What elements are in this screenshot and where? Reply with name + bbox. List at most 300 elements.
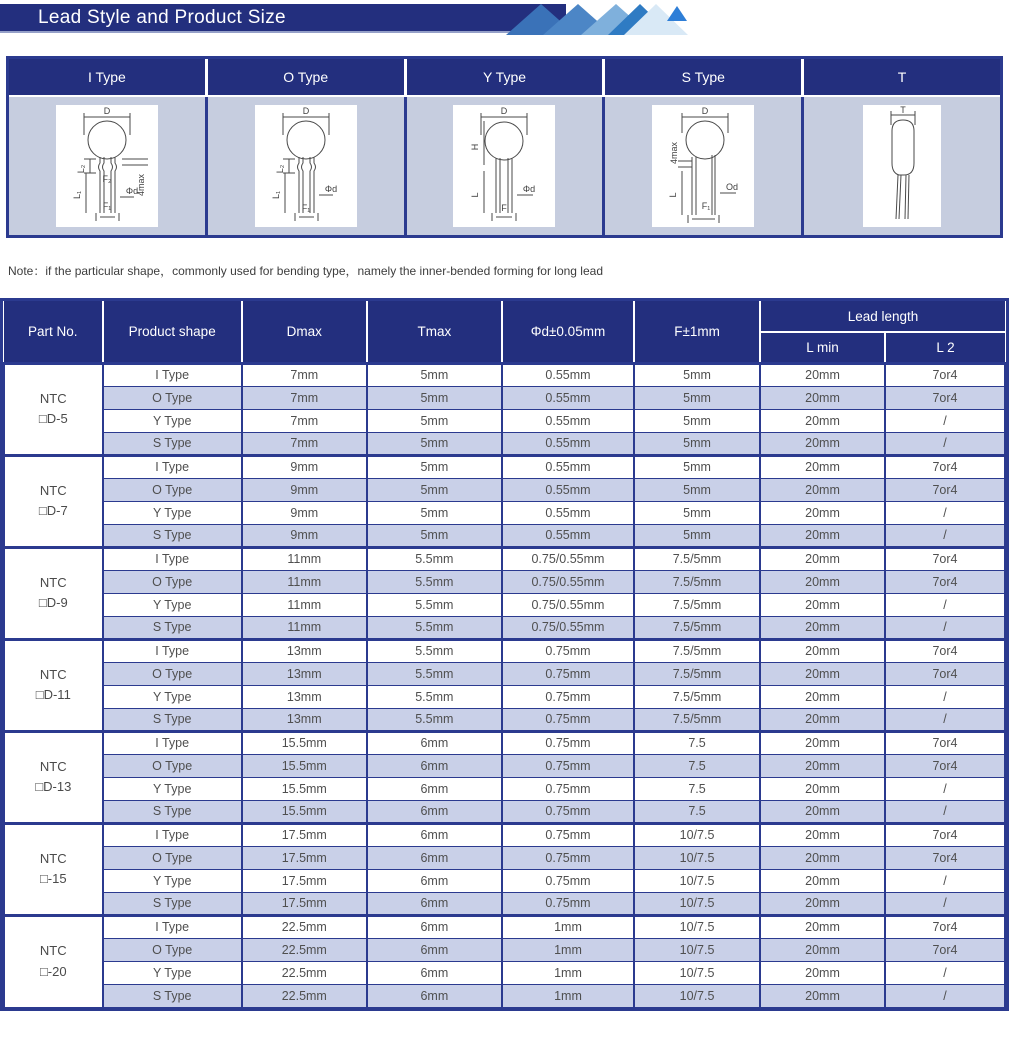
f-cell: 7.5: [634, 731, 760, 754]
svg-text:L: L: [668, 192, 679, 198]
f-cell: 7.5/5mm: [634, 685, 760, 708]
part-no-line: □-15: [39, 871, 67, 886]
l2-cell: /: [885, 984, 1005, 1007]
lmin-cell: 20mm: [760, 892, 885, 915]
svg-text:L₂: L₂: [75, 164, 86, 174]
tmax-cell: 6mm: [367, 846, 502, 869]
svg-text:H: H: [470, 143, 481, 151]
dmax-cell: 7mm: [242, 409, 367, 432]
svg-text:4max: 4max: [669, 141, 680, 165]
phid-cell: 0.75mm: [502, 800, 634, 823]
o-type-diagram-icon: [255, 105, 357, 227]
l2-cell: /: [885, 869, 1005, 892]
tmax-cell: 5.5mm: [367, 616, 502, 639]
table-row: [4, 455, 1005, 478]
diagram-cell-i: [9, 97, 205, 235]
product-size-table-body: [4, 363, 1005, 1007]
shape-cell: O Type: [103, 662, 242, 685]
shape-cell: I Type: [103, 915, 242, 938]
l2-cell: 7or4: [885, 662, 1005, 685]
dmax-cell: 13mm: [242, 662, 367, 685]
table-row: [4, 938, 1005, 961]
svg-text:F₁: F₁: [102, 201, 112, 211]
svg-text:D: D: [103, 106, 111, 116]
type-header-i: I Type: [9, 59, 205, 95]
l2-cell: 7or4: [885, 455, 1005, 478]
shape-cell: Y Type: [103, 869, 242, 892]
lmin-cell: 20mm: [760, 478, 885, 501]
table-row: [4, 777, 1005, 800]
l2-cell: 7or4: [885, 731, 1005, 754]
dmax-cell: 15.5mm: [242, 800, 367, 823]
l2-cell: /: [885, 593, 1005, 616]
lmin-cell: 20mm: [760, 524, 885, 547]
lead-style-header-row: [9, 59, 1000, 95]
header-product-shape: Product shape: [103, 301, 242, 363]
header-part-no: Part No.: [4, 301, 103, 363]
svg-text:Od: Od: [726, 182, 739, 192]
phid-cell: 0.75mm: [502, 892, 634, 915]
lmin-cell: 20mm: [760, 501, 885, 524]
f-cell: 7.5/5mm: [634, 570, 760, 593]
table-row: [4, 547, 1005, 570]
note-text: Note：if the particular shape，commonly used for bending type，namely the inner-bended forming for long lead: [8, 264, 603, 278]
phid-cell: 0.55mm: [502, 455, 634, 478]
dmax-cell: 11mm: [242, 570, 367, 593]
table-row: [4, 662, 1005, 685]
tmax-cell: 5.5mm: [367, 662, 502, 685]
tmax-cell: 5mm: [367, 432, 502, 455]
phid-cell: 0.75mm: [502, 731, 634, 754]
shape-cell: O Type: [103, 478, 242, 501]
l2-cell: /: [885, 432, 1005, 455]
dmax-cell: 11mm: [242, 616, 367, 639]
f-cell: 10/7.5: [634, 984, 760, 1007]
type-header-s: S Type: [605, 59, 801, 95]
dmax-cell: 22.5mm: [242, 915, 367, 938]
phid-cell: 0.75mm: [502, 708, 634, 731]
phid-cell: 0.75mm: [502, 639, 634, 662]
part-no-cell: [4, 547, 103, 639]
shape-cell: Y Type: [103, 501, 242, 524]
table-row: [4, 823, 1005, 846]
f-cell: 7.5/5mm: [634, 662, 760, 685]
shape-cell: Y Type: [103, 685, 242, 708]
page-title: Lead Style and Product Size: [38, 7, 286, 28]
page-header: [0, 4, 1009, 33]
l2-cell: /: [885, 685, 1005, 708]
l2-cell: 7or4: [885, 363, 1005, 386]
phid-cell: 0.55mm: [502, 363, 634, 386]
header-l2: L 2: [885, 332, 1005, 363]
shape-cell: I Type: [103, 731, 242, 754]
lmin-cell: 20mm: [760, 685, 885, 708]
f-cell: 7.5/5mm: [634, 616, 760, 639]
dmax-cell: 17.5mm: [242, 892, 367, 915]
phid-cell: 0.55mm: [502, 478, 634, 501]
f-cell: 7.5/5mm: [634, 547, 760, 570]
product-size-table: [3, 301, 1006, 1008]
s-type-diagram-icon: [652, 105, 754, 227]
part-no-line: NTC: [39, 943, 67, 959]
dmax-cell: 11mm: [242, 593, 367, 616]
f-cell: 7.5: [634, 777, 760, 800]
l2-cell: 7or4: [885, 823, 1005, 846]
lmin-cell: 20mm: [760, 570, 885, 593]
l2-cell: /: [885, 892, 1005, 915]
header-phid: Φd±0.05mm: [502, 301, 634, 363]
part-no-cell: [4, 363, 103, 455]
shape-cell: Y Type: [103, 777, 242, 800]
lmin-cell: 20mm: [760, 731, 885, 754]
part-no-line: NTC: [39, 850, 67, 866]
dmax-cell: 9mm: [242, 478, 367, 501]
shape-cell: S Type: [103, 800, 242, 823]
part-no-line: □D-9: [38, 595, 68, 610]
type-header-t: T: [804, 59, 1000, 95]
tmax-cell: 5mm: [367, 409, 502, 432]
phid-cell: 0.55mm: [502, 409, 634, 432]
phid-cell: 0.55mm: [502, 501, 634, 524]
phid-cell: 0.75/0.55mm: [502, 616, 634, 639]
f-cell: 5mm: [634, 478, 760, 501]
f-cell: 5mm: [634, 409, 760, 432]
lmin-cell: 20mm: [760, 363, 885, 386]
shape-cell: Y Type: [103, 961, 242, 984]
f-cell: 7.5: [634, 800, 760, 823]
dmax-cell: 13mm: [242, 708, 367, 731]
svg-text:D: D: [501, 106, 508, 116]
shape-cell: Y Type: [103, 409, 242, 432]
table-row: [4, 478, 1005, 501]
svg-text:Φd: Φd: [523, 184, 536, 194]
header-l-min: L min: [760, 332, 885, 363]
tmax-cell: 6mm: [367, 800, 502, 823]
part-no-line: NTC: [39, 666, 67, 682]
dmax-cell: 15.5mm: [242, 754, 367, 777]
table-row: [4, 616, 1005, 639]
part-no-line: □D-11: [35, 687, 71, 702]
tmax-cell: 6mm: [367, 984, 502, 1007]
svg-text:4max: 4max: [135, 173, 146, 197]
l2-cell: /: [885, 961, 1005, 984]
lmin-cell: 20mm: [760, 777, 885, 800]
header-tmax: Tmax: [367, 301, 502, 363]
f-cell: 7.5/5mm: [634, 593, 760, 616]
tmax-cell: 5mm: [367, 386, 502, 409]
lmin-cell: 20mm: [760, 432, 885, 455]
tmax-cell: 6mm: [367, 869, 502, 892]
shape-cell: S Type: [103, 524, 242, 547]
svg-text:T: T: [900, 105, 906, 115]
shape-cell: O Type: [103, 938, 242, 961]
part-no-cell: [4, 731, 103, 823]
dmax-cell: 9mm: [242, 501, 367, 524]
shape-cell: I Type: [103, 639, 242, 662]
l2-cell: 7or4: [885, 478, 1005, 501]
i-type-diagram-icon: [56, 105, 158, 227]
f-cell: 10/7.5: [634, 823, 760, 846]
tmax-cell: 5.5mm: [367, 639, 502, 662]
f-cell: 7.5/5mm: [634, 708, 760, 731]
lmin-cell: 20mm: [760, 961, 885, 984]
tmax-cell: 6mm: [367, 938, 502, 961]
table-row: [4, 363, 1005, 386]
table-row: [4, 432, 1005, 455]
part-no-cell: [4, 639, 103, 731]
svg-text:Φd: Φd: [125, 186, 138, 196]
type-header-o: O Type: [208, 59, 404, 95]
tmax-cell: 6mm: [367, 961, 502, 984]
shape-cell: S Type: [103, 984, 242, 1007]
header-f: F±1mm: [634, 301, 760, 363]
l2-cell: /: [885, 409, 1005, 432]
tmax-cell: 5mm: [367, 478, 502, 501]
product-size-table-wrap: [0, 298, 1009, 1011]
svg-text:L₂: L₂: [274, 164, 285, 174]
table-row: [4, 570, 1005, 593]
f-cell: 7.5: [634, 754, 760, 777]
type-header-y: Y Type: [407, 59, 603, 95]
l2-cell: 7or4: [885, 639, 1005, 662]
f-cell: 5mm: [634, 386, 760, 409]
dmax-cell: 22.5mm: [242, 984, 367, 1007]
phid-cell: 0.75mm: [502, 662, 634, 685]
tmax-cell: 5.5mm: [367, 547, 502, 570]
dmax-cell: 15.5mm: [242, 731, 367, 754]
tmax-cell: 6mm: [367, 892, 502, 915]
phid-cell: 0.75/0.55mm: [502, 547, 634, 570]
dmax-cell: 13mm: [242, 685, 367, 708]
svg-text:F₁: F₁: [301, 203, 310, 213]
table-row: [4, 524, 1005, 547]
phid-cell: 0.75mm: [502, 869, 634, 892]
f-cell: 10/7.5: [634, 869, 760, 892]
shape-cell: I Type: [103, 455, 242, 478]
dmax-cell: 17.5mm: [242, 846, 367, 869]
tmax-cell: 6mm: [367, 915, 502, 938]
f-cell: 10/7.5: [634, 846, 760, 869]
l2-cell: 7or4: [885, 915, 1005, 938]
shape-cell: S Type: [103, 708, 242, 731]
shape-cell: I Type: [103, 823, 242, 846]
table-row: [4, 685, 1005, 708]
dmax-cell: 9mm: [242, 524, 367, 547]
f-cell: 5mm: [634, 501, 760, 524]
phid-cell: 0.75/0.55mm: [502, 593, 634, 616]
lmin-cell: 20mm: [760, 386, 885, 409]
lmin-cell: 20mm: [760, 708, 885, 731]
diagram-cell-t: [801, 97, 1000, 235]
part-no-cell: [4, 455, 103, 547]
t-diagram-icon: [863, 105, 941, 227]
table-row: [4, 754, 1005, 777]
lmin-cell: 20mm: [760, 547, 885, 570]
tmax-cell: 5.5mm: [367, 570, 502, 593]
table-row: [4, 731, 1005, 754]
table-row: [4, 869, 1005, 892]
l2-cell: 7or4: [885, 386, 1005, 409]
dmax-cell: 22.5mm: [242, 938, 367, 961]
l2-cell: /: [885, 800, 1005, 823]
phid-cell: 1mm: [502, 961, 634, 984]
lmin-cell: 20mm: [760, 869, 885, 892]
part-no-cell: [4, 915, 103, 1007]
shape-cell: O Type: [103, 846, 242, 869]
svg-text:F₁: F₁: [702, 201, 711, 211]
l2-cell: /: [885, 777, 1005, 800]
table-row: [4, 409, 1005, 432]
f-cell: 5mm: [634, 432, 760, 455]
table-row: [4, 892, 1005, 915]
f-cell: 7.5/5mm: [634, 639, 760, 662]
phid-cell: 0.75mm: [502, 846, 634, 869]
tmax-cell: 5mm: [367, 524, 502, 547]
diagram-cell-y: [404, 97, 603, 235]
phid-cell: 0.55mm: [502, 524, 634, 547]
svg-text:F₂: F₂: [102, 174, 112, 184]
shape-cell: O Type: [103, 386, 242, 409]
lmin-cell: 20mm: [760, 662, 885, 685]
shape-cell: I Type: [103, 547, 242, 570]
l2-cell: 7or4: [885, 570, 1005, 593]
dmax-cell: 22.5mm: [242, 961, 367, 984]
svg-text:L₁: L₁: [270, 190, 281, 200]
lmin-cell: 20mm: [760, 938, 885, 961]
l2-cell: 7or4: [885, 846, 1005, 869]
y-type-diagram-icon: [453, 105, 555, 227]
shape-cell: S Type: [103, 616, 242, 639]
tmax-cell: 6mm: [367, 731, 502, 754]
phid-cell: 0.75mm: [502, 685, 634, 708]
tmax-cell: 5mm: [367, 501, 502, 524]
lmin-cell: 20mm: [760, 800, 885, 823]
l2-cell: /: [885, 708, 1005, 731]
f-cell: 5mm: [634, 524, 760, 547]
phid-cell: 1mm: [502, 915, 634, 938]
dmax-cell: 7mm: [242, 432, 367, 455]
table-row: [4, 961, 1005, 984]
lmin-cell: 20mm: [760, 409, 885, 432]
l2-cell: 7or4: [885, 754, 1005, 777]
part-no-line: □D-13: [35, 779, 72, 794]
phid-cell: 0.75mm: [502, 777, 634, 800]
part-no-line: □D-7: [38, 503, 68, 518]
diagram-cell-o: [205, 97, 404, 235]
svg-text:D: D: [302, 106, 309, 116]
svg-text:F: F: [501, 203, 508, 213]
part-no-line: NTC: [39, 574, 67, 590]
part-no-line: □-20: [39, 963, 67, 979]
tmax-cell: 5mm: [367, 363, 502, 386]
table-row: [4, 984, 1005, 1007]
tmax-cell: 6mm: [367, 754, 502, 777]
lmin-cell: 20mm: [760, 754, 885, 777]
tmax-cell: 5.5mm: [367, 593, 502, 616]
header-lead-length: Lead length: [760, 301, 1005, 332]
f-cell: 10/7.5: [634, 892, 760, 915]
lmin-cell: 20mm: [760, 823, 885, 846]
lead-style-table: [6, 56, 1003, 238]
table-row: [4, 846, 1005, 869]
phid-cell: 0.75mm: [502, 823, 634, 846]
phid-cell: 0.55mm: [502, 432, 634, 455]
shape-cell: I Type: [103, 363, 242, 386]
lead-style-diagram-row: [9, 97, 1000, 235]
dmax-cell: 7mm: [242, 386, 367, 409]
shape-cell: S Type: [103, 892, 242, 915]
phid-cell: 0.55mm: [502, 386, 634, 409]
part-no-line: □D-5: [38, 411, 68, 426]
svg-text:Φd: Φd: [324, 184, 337, 194]
tmax-cell: 5.5mm: [367, 685, 502, 708]
f-cell: 5mm: [634, 455, 760, 478]
phid-cell: 0.75/0.55mm: [502, 570, 634, 593]
dmax-cell: 11mm: [242, 547, 367, 570]
phid-cell: 1mm: [502, 938, 634, 961]
svg-text:L: L: [470, 192, 481, 198]
diagram-cell-s: [602, 97, 801, 235]
table-row: [4, 386, 1005, 409]
phid-cell: 0.75mm: [502, 754, 634, 777]
l2-cell: 7or4: [885, 547, 1005, 570]
f-cell: 10/7.5: [634, 961, 760, 984]
l2-cell: 7or4: [885, 938, 1005, 961]
phid-cell: 1mm: [502, 984, 634, 1007]
dmax-cell: 9mm: [242, 455, 367, 478]
l2-cell: /: [885, 524, 1005, 547]
dmax-cell: 7mm: [242, 363, 367, 386]
l2-cell: /: [885, 616, 1005, 639]
dmax-cell: 15.5mm: [242, 777, 367, 800]
lmin-cell: 20mm: [760, 846, 885, 869]
tmax-cell: 6mm: [367, 823, 502, 846]
svg-text:D: D: [702, 106, 709, 116]
l2-cell: /: [885, 501, 1005, 524]
header-dmax: Dmax: [242, 301, 367, 363]
part-no-cell: [4, 823, 103, 915]
svg-text:L₁: L₁: [71, 190, 82, 200]
part-no-line: NTC: [39, 390, 67, 406]
shape-cell: S Type: [103, 432, 242, 455]
lmin-cell: 20mm: [760, 639, 885, 662]
table-row: [4, 593, 1005, 616]
triangle-decoration-icon: [470, 4, 720, 35]
dmax-cell: 17.5mm: [242, 823, 367, 846]
lmin-cell: 20mm: [760, 915, 885, 938]
f-cell: 10/7.5: [634, 915, 760, 938]
shape-cell: O Type: [103, 754, 242, 777]
tmax-cell: 5.5mm: [367, 708, 502, 731]
shape-cell: Y Type: [103, 593, 242, 616]
tmax-cell: 6mm: [367, 777, 502, 800]
lmin-cell: 20mm: [760, 455, 885, 478]
table-row: [4, 915, 1005, 938]
lmin-cell: 20mm: [760, 616, 885, 639]
f-cell: 10/7.5: [634, 938, 760, 961]
table-row: [4, 639, 1005, 662]
shape-cell: O Type: [103, 570, 242, 593]
dmax-cell: 13mm: [242, 639, 367, 662]
table-row: [4, 800, 1005, 823]
lmin-cell: 20mm: [760, 984, 885, 1007]
f-cell: 5mm: [634, 363, 760, 386]
product-size-table-head: [4, 301, 1005, 363]
tmax-cell: 5mm: [367, 455, 502, 478]
part-no-line: NTC: [39, 758, 67, 774]
part-no-line: NTC: [39, 482, 67, 498]
lmin-cell: 20mm: [760, 593, 885, 616]
